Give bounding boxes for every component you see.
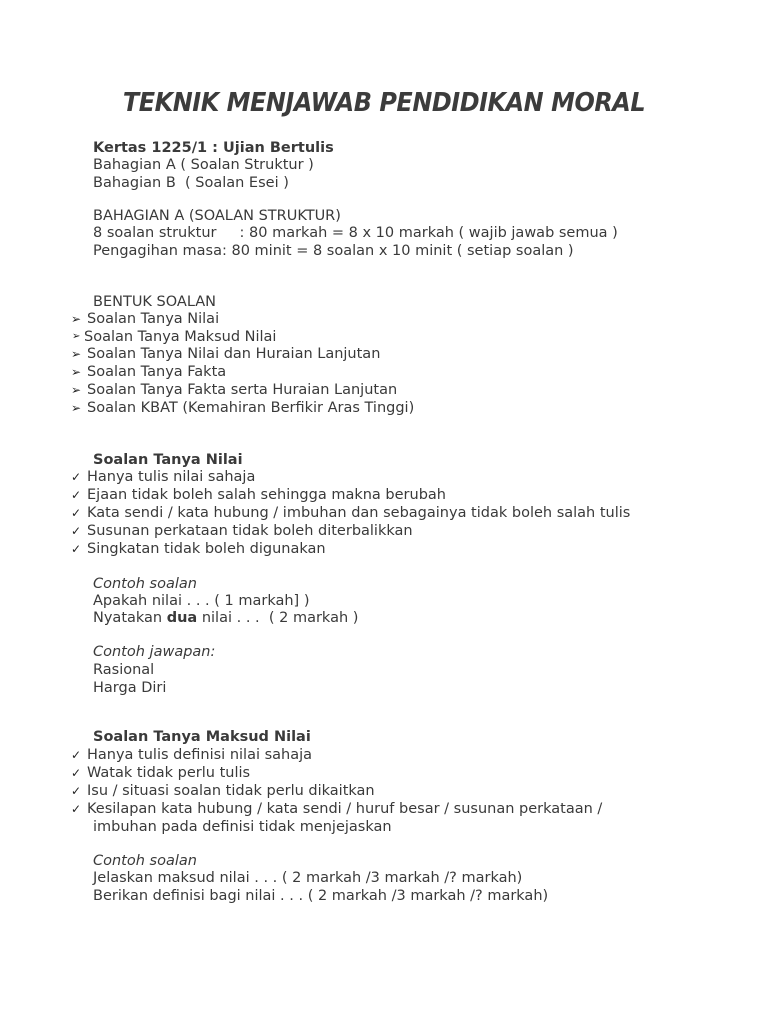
- contoh-soalan-2: Berikan definisi bagi nilai . . . ( 2 markah /3 markah /? markah): [93, 888, 549, 904]
- bentuk-item: Soalan Tanya Nilai dan Huraian Lanjutan: [87, 346, 381, 362]
- contoh-jawapan-item: Harga Diri: [93, 680, 167, 696]
- tanya-nilai-point: Singkatan tidak boleh digunakan: [87, 541, 326, 557]
- contoh-jawapan-item: Rasional: [93, 662, 155, 678]
- contoh-soalan-label: Contoh soalan: [93, 576, 197, 592]
- check-icon: ✓: [71, 524, 82, 538]
- arrow-bullet-icon: ➢: [71, 383, 82, 397]
- q2-suffix: nilai . . . ( 2 markah ): [197, 610, 359, 626]
- tanya-nilai-heading: Soalan Tanya Nilai: [93, 452, 243, 468]
- contoh-soalan-label: Contoh soalan: [93, 853, 197, 869]
- maksud-nilai-point: Hanya tulis definisi nilai sahaja: [87, 747, 313, 763]
- tanya-nilai-point: Hanya tulis nilai sahaja: [87, 469, 256, 485]
- check-icon: ✓: [71, 542, 82, 556]
- contoh-soalan-1: Apakah nilai . . . ( 1 markah] ): [93, 593, 310, 609]
- arrow-bullet-icon: ➢: [71, 312, 82, 326]
- tanya-nilai-point: Ejaan tidak boleh salah sehingga makna berubah: [87, 487, 446, 503]
- bentuk-item: Soalan Tanya Nilai: [87, 311, 220, 327]
- maksud-nilai-point-cont: imbuhan pada definisi tidak menjejaskan: [93, 819, 392, 835]
- check-icon: ✓: [71, 766, 82, 780]
- bentuk-item: Soalan Tanya Fakta serta Huraian Lanjutan: [87, 382, 398, 398]
- tanya-nilai-point: Susunan perkataan tidak boleh diterbalikkan: [87, 523, 413, 539]
- section-a-line2: Pengagihan masa: 80 minit = 8 soalan x 10 minit ( setiap soalan ): [93, 243, 574, 259]
- part-b-info: Bahagian B ( Soalan Esei ): [93, 175, 289, 191]
- part-a-info: Bahagian A ( Soalan Struktur ): [93, 157, 314, 173]
- section-a-heading: BAHAGIAN A (SOALAN STRUKTUR): [93, 208, 341, 224]
- check-icon: ✓: [71, 506, 82, 520]
- paper-info: Kertas 1225/1 : Ujian Bertulis: [93, 140, 334, 156]
- q2-prefix: Nyatakan: [93, 610, 167, 626]
- maksud-nilai-point: Isu / situasi soalan tidak perlu dikaitkan: [87, 783, 375, 799]
- tanya-nilai-point: Kata sendi / kata hubung / imbuhan dan sebagainya tidak boleh salah tulis: [87, 505, 631, 521]
- q2-bold-word: dua: [166, 610, 198, 626]
- check-icon: ✓: [71, 470, 82, 484]
- maksud-nilai-heading: Soalan Tanya Maksud Nilai: [93, 729, 311, 745]
- arrow-bullet-icon: ➢: [72, 331, 81, 342]
- contoh-jawapan-label: Contoh jawapan:: [93, 644, 216, 660]
- bentuk-item: Soalan KBAT (Kemahiran Berfikir Aras Tinggi): [87, 400, 415, 416]
- contoh-soalan-2: [93, 609, 358, 627]
- bentuk-item: Soalan Tanya Maksud Nilai: [84, 329, 277, 345]
- maksud-nilai-point: Watak tidak perlu tulis: [87, 765, 251, 781]
- check-icon: ✓: [71, 748, 82, 762]
- check-icon: ✓: [71, 784, 82, 798]
- bentuk-item: Soalan Tanya Fakta: [87, 364, 227, 380]
- maksud-nilai-point: Kesilapan kata hubung / kata sendi / huruf besar / susunan perkataan /: [87, 801, 603, 817]
- arrow-bullet-icon: ➢: [71, 347, 82, 361]
- check-icon: ✓: [71, 802, 82, 816]
- section-a-line1: 8 soalan struktur : 80 markah = 8 x 10 markah ( wajib jawab semua ): [93, 225, 618, 241]
- arrow-bullet-icon: ➢: [71, 365, 82, 379]
- contoh-soalan-1: Jelaskan maksud nilai . . . ( 2 markah /3 markah /? markah): [93, 870, 523, 886]
- bentuk-heading: BENTUK SOALAN: [93, 294, 217, 310]
- document-title: TEKNIK MENJAWAB PENDIDIKAN MORAL: [122, 88, 646, 118]
- check-icon: ✓: [71, 488, 82, 502]
- arrow-bullet-icon: ➢: [71, 401, 82, 415]
